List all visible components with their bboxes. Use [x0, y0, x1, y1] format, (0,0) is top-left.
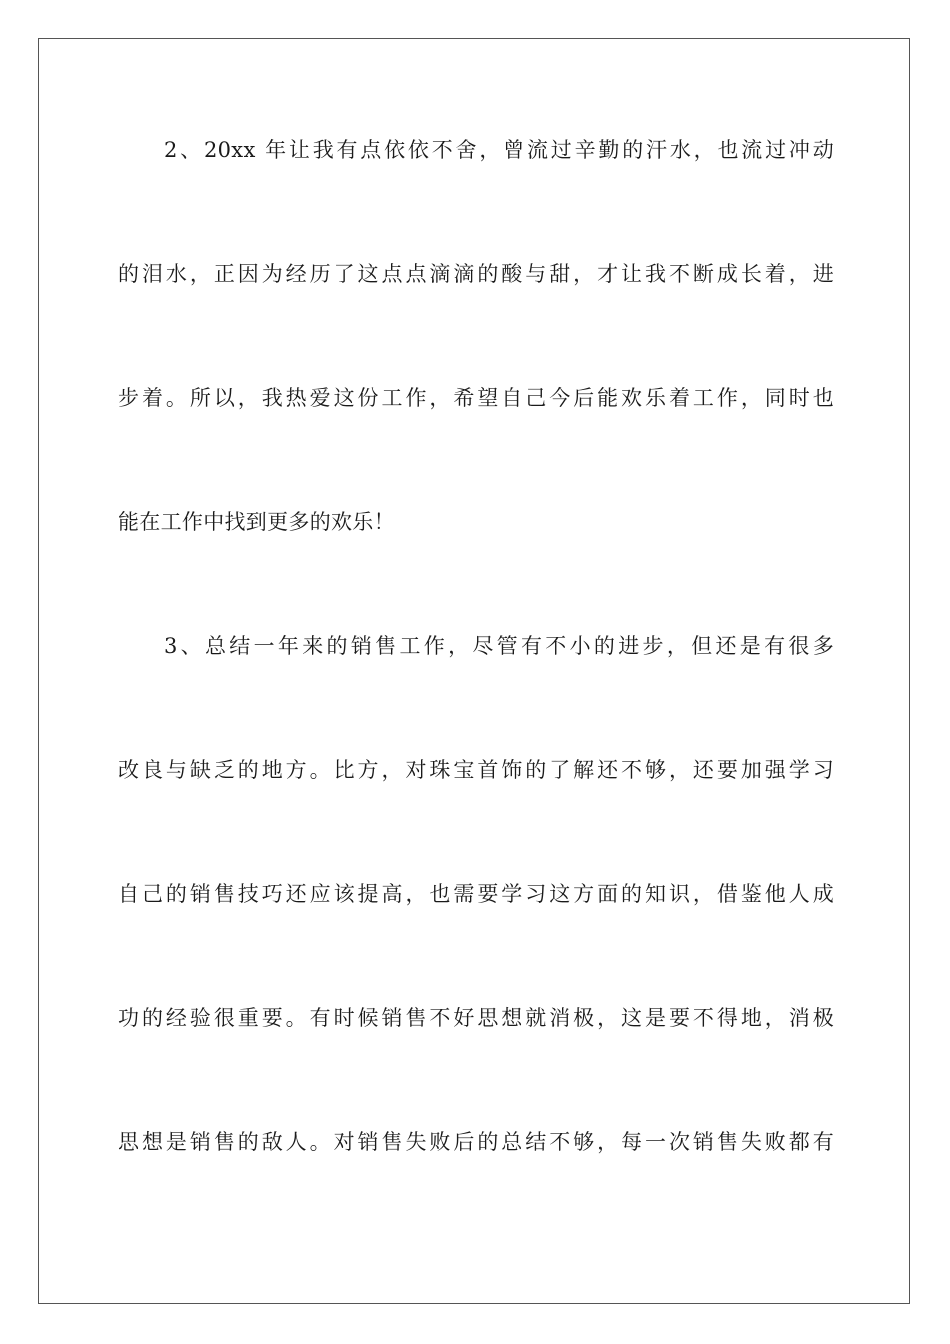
- paragraph-2-line-3: 步着。所以，我热爱这份工作，希望自己今后能欢乐着工作，同时也: [118, 386, 834, 410]
- paragraph-3-line-4: 功的经验很重要。有时候销售不好思想就消极，这是要不得地，消极: [118, 1006, 834, 1030]
- page-frame: [38, 38, 910, 1304]
- paragraph-2-line-4: 能在工作中找到更多的欢乐！: [118, 510, 395, 534]
- paragraph-3-line-5: 思想是销售的敌人。对销售失败后的总结不够，每一次销售失败都有: [118, 1130, 834, 1154]
- paragraph-3-line-1: 3、总结一年来的销售工作，尽管有不小的进步，但还是有很多: [164, 634, 834, 658]
- paragraph-2-line-2: 的泪水，正因为经历了这点点滴滴的酸与甜，才让我不断成长着，进: [118, 262, 834, 286]
- paragraph-3-line-2: 改良与缺乏的地方。比方，对珠宝首饰的了解还不够，还要加强学习: [118, 758, 834, 782]
- paragraph-2-line-1: 2、20xx 年让我有点依依不舍，曾流过辛勤的汗水，也流过冲动: [164, 138, 834, 162]
- paragraph-3-line-3: 自己的销售技巧还应该提高，也需要学习这方面的知识，借鉴他人成: [118, 882, 834, 906]
